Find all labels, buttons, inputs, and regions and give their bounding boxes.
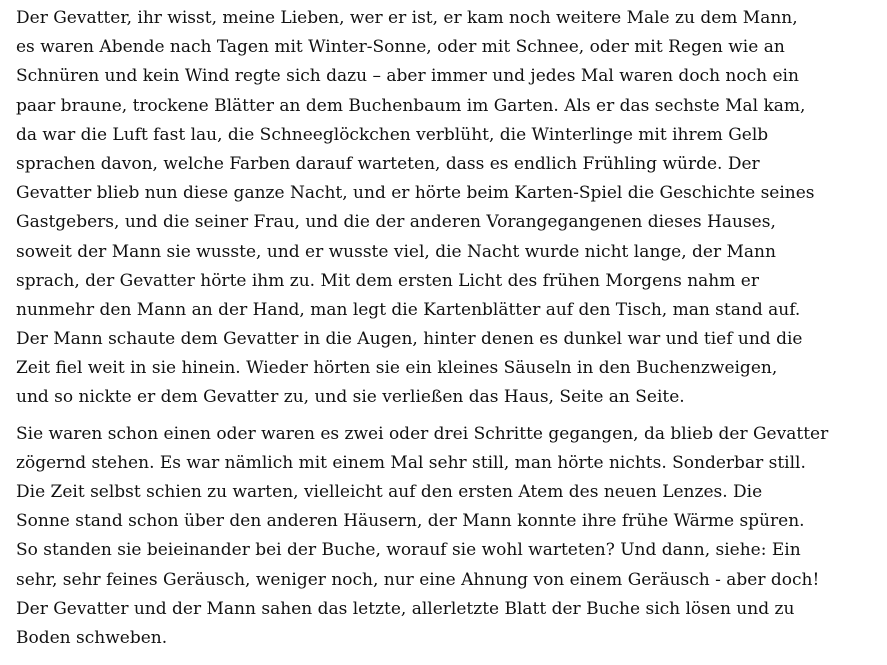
text-line: Boden schweben. [16,627,168,648]
text-line: sprachen davon, welche Farben darauf warteten, dass es endlich Frühling würde. Der [16,153,760,174]
text-line: Der Mann schaute dem Gevatter in die Augen, hinter denen es dunkel war und tief und die [16,329,803,350]
text-line: da war die Luft fast lau, die Schneeglöckchen verblüht, die Winterlinge mit ihrem Gelb [16,124,769,145]
text-line: sehr, sehr feines Geräusch, weniger noch, nur eine Ahnung von einem Geräusch - aber doch! [16,569,820,590]
text-line: Sonne stand schon über den anderen Häusern, der Mann konnte ihre frühe Wärme spüren. [16,511,805,532]
text-line: Der Gevatter und der Mann sahen das letzte, allerletzte Blatt der Buche sich lösen und zu [16,598,795,619]
text-line: nunmehr den Mann an der Hand, man legt die Kartenblätter auf den Tisch, man stand auf. [16,299,801,320]
paragraph-2 [16,420,881,654]
text-line: Gastgebers, und die seiner Frau, und die der anderen Vorangegangenen dieses Hauses, [16,212,776,233]
text-line: Schnüren und kein Wind regte sich dazu – aber immer und jedes Mal waren doch noch ein [16,66,799,87]
paragraph-spacing [16,413,881,420]
text-line: und so nickte er dem Gevatter zu, und sie verließen das Haus, Seite an Seite. [16,387,685,408]
text-line: Die Zeit selbst schien zu warten, vielleicht auf den ersten Atem des neuen Lenzes. Die [16,482,763,502]
text-line: Der Gevatter, ihr wisst, meine Lieben, wer er ist, er kam noch weitere Male zu dem Mann, [16,8,798,28]
text-line: So standen sie beieinander bei der Buche, worauf sie wohl warteten? Und dann, siehe: Ein [16,540,801,561]
text-line: Gevatter blieb nun diese ganze Nacht, und er hörte beim Karten-Spiel die Geschichte seines [16,183,815,204]
text-line: Sie waren schon einen oder waren es zwei oder drei Schritte gegangen, da blieb der Gevatter [16,423,829,444]
text-line: paar braune, trockene Blätter an dem Buchenbaum im Garten. Als er das sechste Mal kam, [16,95,806,116]
text-line: es waren Abende nach Tagen mit Winter-Sonne, oder mit Schnee, oder mit Regen wie an [16,37,785,58]
text-line: sprach, der Gevatter hörte ihm zu. Mit dem ersten Licht des frühen Morgens nahm er [16,270,759,291]
paragraph-1 [16,4,881,413]
text-line: Zeit fiel weit in sie hinein. Wieder hörten sie ein kleines Säuseln in den Buchenzweigen, [16,358,778,379]
text-line: zögernd stehen. Es war nämlich mit einem Mal sehr still, man hörte nichts. Sonderbar still. [16,452,806,473]
text-line: soweit der Mann sie wusste, und er wusste viel, die Nacht wurde nicht lange, der Mann [16,241,776,262]
